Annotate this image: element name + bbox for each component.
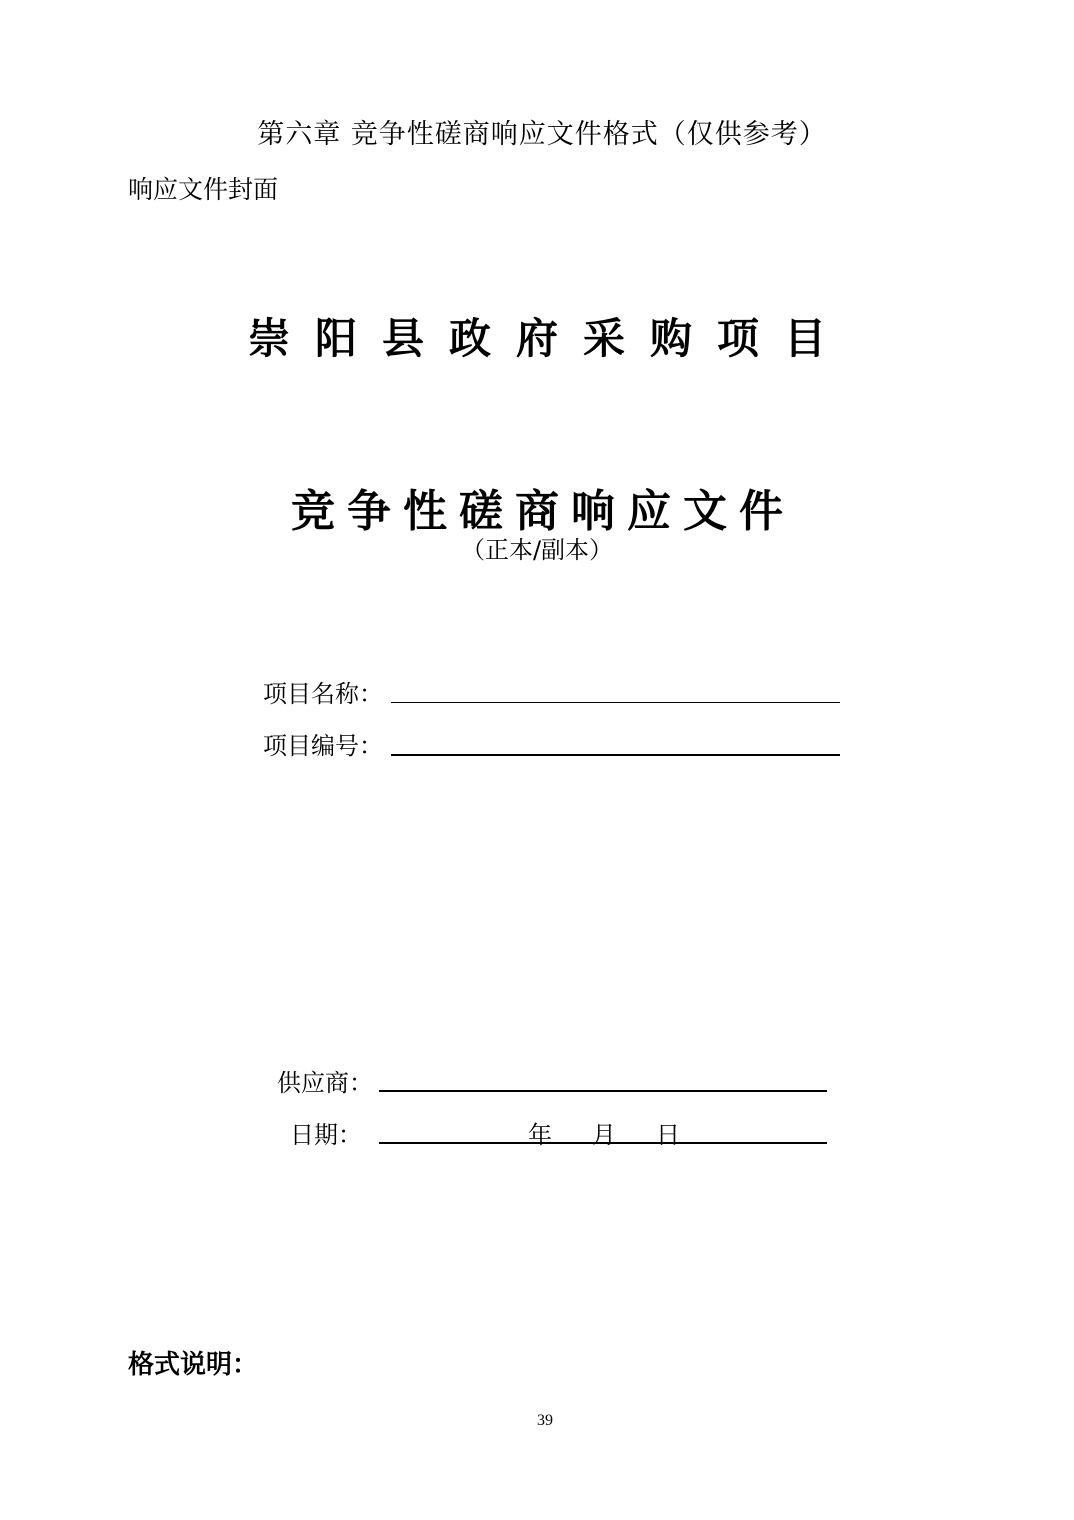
chapter-title: 第六章 竞争性磋商响应文件格式（仅供参考） xyxy=(257,119,827,150)
project-name-line xyxy=(391,702,840,703)
project-number-label: 项目编号： xyxy=(263,732,383,760)
date-month: 月 xyxy=(592,1121,616,1149)
date-year: 年 xyxy=(528,1121,552,1149)
project-name-label: 项目名称： xyxy=(263,680,383,708)
supplier-label: 供应商： xyxy=(277,1069,373,1097)
page-number: 39 xyxy=(537,1412,553,1429)
date-line xyxy=(379,1142,827,1144)
document-title: 竞争性磋商响应文件 xyxy=(291,486,795,537)
supplier-line xyxy=(379,1090,827,1092)
format-note-heading: 格式说明： xyxy=(128,1350,259,1380)
document-subtitle: （正本/副本） xyxy=(460,536,614,564)
cover-label: 响应文件封面 xyxy=(128,175,279,204)
project-heading: 崇阳县政府采购项目 xyxy=(247,314,851,363)
date-label: 日期： xyxy=(290,1121,362,1149)
date-day: 日 xyxy=(656,1121,680,1149)
project-number-line xyxy=(391,754,840,756)
